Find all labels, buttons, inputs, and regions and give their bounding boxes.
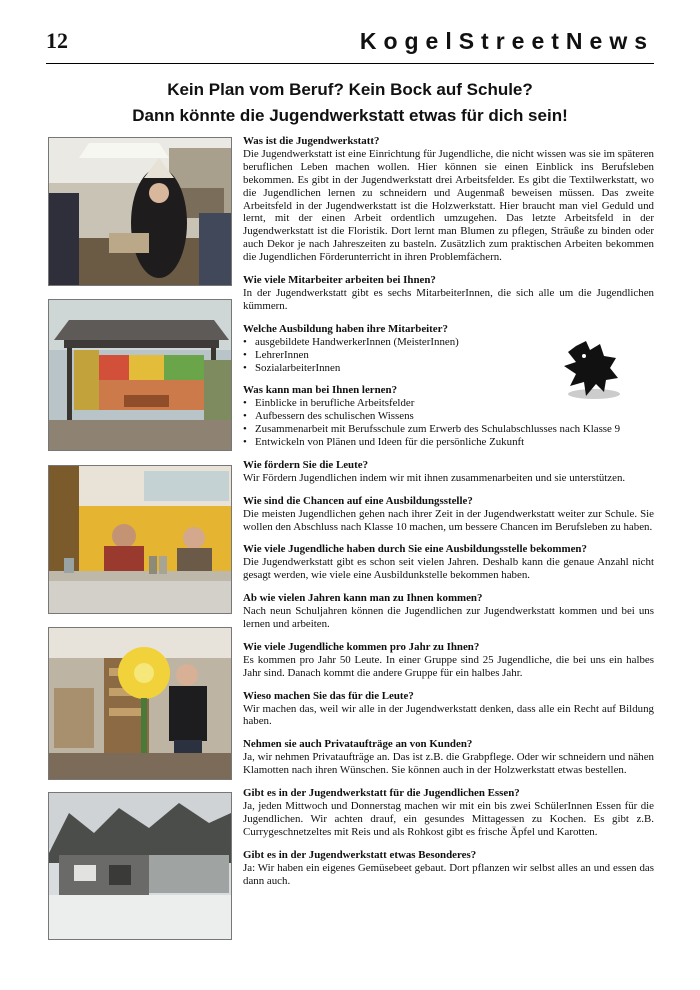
question: Wie viele Jugendliche haben durch Sie eine Ausbildungsstelle bekommen?: [243, 543, 587, 556]
question: Wie viele Mitarbeiter arbeiten bei Ihnen?: [243, 274, 436, 287]
qa-item: [243, 849, 654, 888]
bullet-list: [243, 336, 654, 375]
question: Welche Ausbildung haben ihre Mitarbeiter?: [243, 322, 448, 335]
photo-garden-shelter: [48, 299, 232, 451]
question: Wie sind die Chancen auf eine Ausbildungsstelle?: [243, 494, 473, 507]
qa-item: [243, 592, 654, 631]
answer: In der Jugendwerkstatt gibt es sechs MitarbeiterInnen, die sich alle um die Jugendlichen kümmern.: [243, 286, 654, 312]
question: Gibt es in der Jugendwerkstatt etwas Besonderes?: [243, 848, 477, 861]
newsletter-masthead: KogelStreetNews: [359, 28, 654, 54]
page-number: 12: [46, 28, 68, 53]
qa-item: [243, 787, 654, 839]
answer: Die Jugendwerkstatt ist eine Einrichtung für Jugendliche, die nicht wissen was sie im späteren beruflichen Leben machen wollen. Hier können sie einen Einblick ins Berufsleben bekommen. Es gibt in der Jugendwerkstatt drei Arbeitsfelder. Es gibt die Textilwerkstatt, wo die Jugendlichen lernen zu schneidern und Augenmaß beweisen müssen. Das zweite Arbeitsfeld in der Jugendwerkstatt ist die Holzwerkstatt. Hier braucht man viel Geduld und lernt, mit der einen Arbeit ordentlich umzugehen. Das letzte Arbeitsfeld in der Jugendwerkstatt ist die Floristik. Dort lernt man Blumen zu pflegen, Sträuße zu binden oder auch Dekor je nach Jahreszeiten zu basteln. Zusätzlich zum praktischen Arbeiten bekommen die Jugendlichen Förderunterricht in ihren Problemfächern.: [243, 147, 654, 264]
question: Wieso machen Sie das für die Leute?: [243, 689, 414, 702]
qa-item: [243, 135, 654, 264]
answer: Wir machen das, weil wir alle in der Jugendwerkstatt denken, dass alle ein Recht auf Bildung haben.: [243, 702, 654, 728]
question: Ab wie vielen Jahren kann man zu Ihnen kommen?: [243, 592, 483, 605]
photo-wood-workshop: [48, 627, 232, 780]
answer: Die meisten Jugendlichen gehen nach ihrer Zeit in der Jugendwerkstatt weiter zur Schule. Sie wollen den Abschluss nach Klasse 10 machen, um bessere Chancen im Berufsleben zu haben.: [243, 507, 654, 533]
page-header: [46, 28, 654, 64]
list-item: • SozialarbeiterInnen: [243, 362, 654, 375]
question: Was kann man bei Ihnen lernen?: [243, 384, 398, 397]
question: Nehmen sie auch Privataufträge an von Kunden?: [243, 738, 473, 751]
photo-kitchen: [48, 465, 232, 614]
qa-item: [243, 690, 654, 729]
headline-line-2: Dann könnte die Jugendwerkstatt etwas für dich sein!: [132, 106, 568, 125]
qa-item: [243, 384, 654, 449]
qa-item: [243, 459, 654, 485]
photo-building-exterior: [48, 792, 232, 940]
answer: Ja, jeden Mittwoch und Donnerstag machen wir mit ein bis zwei SchülerInnen Essen für die Jugendlichen. Wir achten drauf, ein gesundes Mittagessen zu Kochen. Es gibt z.B. Currygeschnetzeltes mit Reis und als Rohkost gibt es frische Äpfel und Karotten.: [243, 799, 654, 838]
answer: Ja: Wir haben ein eigenes Gemüsebeet gebaut. Dort pflanzen wir selbst alles an und essen das dann auch.: [243, 861, 654, 887]
list-item: • Entwickeln von Plänen und Ideen für die persönliche Zukunft: [243, 436, 654, 449]
question: Was ist die Jugendwerkstatt?: [243, 135, 380, 147]
qa-item: [243, 495, 654, 534]
answer: Ja, wir nehmen Privataufträge an. Das ist z.B. die Grabpflege. Oder wir schneidern und nähen Klamotten nach ihren Wünschen. Sie können auch in der Holzwerkstatt etwas bestellen.: [243, 751, 654, 777]
qa-item: [243, 274, 654, 313]
list-item: • Zusammenarbeit mit Berufsschule zum Erwerb des Schulabschlusses nach Klasse 9: [243, 423, 654, 436]
question: Gibt es in der Jugendwerkstatt für die Jugendlichen Essen?: [243, 787, 520, 800]
question: Wie fördern Sie die Leute?: [243, 458, 369, 471]
photo-textile-workshop: [48, 137, 232, 286]
list-item: • Aufbessern des schulischen Wissens: [243, 410, 654, 423]
answer: Es kommen pro Jahr 50 Leute. In einer Gruppe sind 25 Jugendliche, die bei uns ein halbes Jahr sind. Danach kommt die andere Gruppe für ein halbes Jahr.: [243, 653, 654, 679]
list-item: • LehrerInnen: [243, 349, 654, 362]
question: Wie viele Jugendliche kommen pro Jahr zu Ihnen?: [243, 640, 480, 653]
answer: Nach neun Schuljahren können die Jugendlichen zur Jugendwerkstatt kommen und bei uns lernen und arbeiten.: [243, 605, 654, 630]
header-rule: [46, 63, 654, 64]
qa-item: [243, 738, 654, 777]
bullet-list: [243, 397, 654, 449]
qa-item: [243, 323, 654, 375]
answer: Die Jugendwerkstatt gibt es schon seit vielen Jahren. Deshalb kann die genaue Anzahl nicht gesagt werden, wie viele eine Ausbildunkstelle bekommen haben.: [243, 556, 654, 582]
qa-item: [243, 641, 654, 680]
interview-content: [243, 135, 654, 897]
list-item: • ausgebildete HandwerkerInnen (MeisterInnen): [243, 336, 654, 349]
answer: Wir Fördern Jugendlichen indem wir mit ihnen zusammenarbeiten und sie unterstützen.: [243, 471, 626, 484]
qa-item: [243, 543, 654, 582]
headline-line-1: Kein Plan vom Beruf? Kein Bock auf Schule?: [167, 80, 533, 99]
list-item: • Einblicke in berufliche Arbeitsfelder: [243, 397, 654, 410]
